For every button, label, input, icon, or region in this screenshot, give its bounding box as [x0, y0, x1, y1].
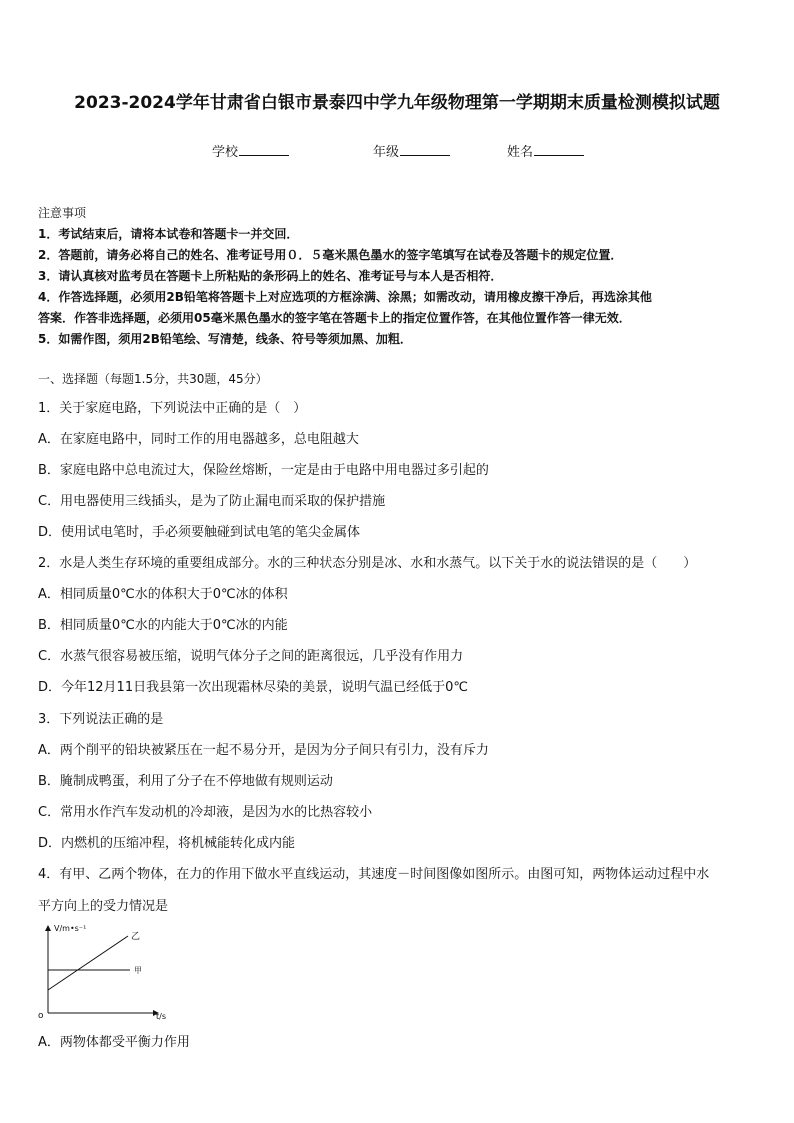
name-field	[507, 141, 584, 160]
question-option: C．水蒸气很容易被压缩，说明气体分子之间的距离很远，几乎没有作用力	[38, 649, 464, 664]
notice-item: 答案．作答非选择题，必须用05毫米黑色墨水的签字笔在答题卡上的指定位置作答，在其他位置作答一律无效．	[38, 311, 631, 325]
school-label: 学校	[212, 145, 239, 160]
grade-blank	[400, 143, 450, 156]
question-option: D．内燃机的压缩冲程，将机械能转化成内能	[38, 836, 296, 851]
line-jia-label: 甲	[134, 966, 142, 975]
question-stem: 3．下列说法正确的是	[38, 712, 164, 727]
question-option: B．家庭电路中总电流过大，保险丝熔断，一定是由于电路中用电器过多引起的	[38, 463, 489, 478]
line-yi-label: 乙	[131, 932, 141, 942]
page-title: 2023-2024学年甘肃省白银市景泰四中学九年级物理第一学期期末质量检测模拟试题	[74, 93, 720, 113]
question-option: A．两物体都受平衡力作用	[38, 1035, 190, 1050]
question-stem-continued: 平方向上的受力情况是	[38, 899, 169, 914]
question-option: A．两个削平的铅块被紧压在一起不易分开，是因为分子间只有引力，没有斥力	[38, 743, 489, 758]
question-stem: 1．关于家庭电路，下列说法中正确的是（ ）	[38, 401, 307, 416]
name-blank	[534, 143, 584, 156]
grade-label: 年级	[373, 145, 400, 160]
notice-item: 1．考试结束后，请将本试卷和答题卡一并交回．	[38, 227, 299, 241]
notice-item: 3．请认真核对监考员在答题卡上所粘贴的条形码上的姓名、准考证号与本人是否相符．	[38, 269, 503, 283]
question-option: C．用电器使用三线插头，是为了防止漏电而采取的保护措施	[38, 494, 386, 509]
notice-item: 4．作答选择题，必须用2B铅笔将答题卡上对应选项的方框涂满、涂黑；如需改动，请用橡皮擦干净后，再选涂其他	[38, 290, 652, 304]
notice-item: 5．如需作图，须用2B铅笔绘、写清楚，线条、符号等须加黑、加粗．	[38, 332, 412, 346]
line-yi	[48, 936, 128, 990]
school-blank	[239, 143, 289, 156]
question-option: A．相同质量0℃水的体积大于0℃冰的体积	[38, 587, 288, 602]
notice-item: 2．答题前，请务必将自己的姓名、准考证号用０．５毫米黑色墨水的签字笔填写在试卷及答题卡的规定位置．	[38, 248, 623, 262]
question-option: A．在家庭电路中，同时工作的用电器越多，总电阻越大	[38, 432, 359, 447]
question-option: D．今年12月11日我县第一次出现霜林尽染的美景，说明气温已经低于0℃	[38, 680, 468, 695]
notice-heading: 注意事项	[38, 206, 87, 220]
x-axis-label: t/s	[156, 1012, 166, 1021]
question-option: B．腌制成鸭蛋，利用了分子在不停地做有规则运动	[38, 774, 333, 789]
velocity-time-figure	[30, 918, 170, 1028]
question-option: B．相同质量0℃水的内能大于0℃冰的内能	[38, 618, 288, 633]
question-option: C．常用水作汽车发动机的冷却液，是因为水的比热容较小	[38, 805, 373, 820]
question-stem: 4．有甲、乙两个物体，在力的作用下做水平直线运动，其速度－时间图像如图所示。由图可知，两物体运动过程中水	[38, 867, 710, 882]
question-option: D．使用试电笔时，手必须要触碰到试电笔的笔尖金属体	[38, 525, 361, 540]
question-stem: 2．水是人类生存环境的重要组成部分。水的三种状态分别是冰、水和水蒸气。以下关于水的说法错误的是（ ）	[38, 556, 697, 571]
name-label: 姓名	[507, 145, 534, 160]
y-axis-label: V/m•s⁻¹	[54, 924, 87, 933]
origin-label: o	[38, 1011, 44, 1021]
section-heading: 一、选择题（每题1.5分，共30题，45分）	[38, 372, 268, 386]
school-field	[212, 141, 289, 160]
grade-field	[373, 141, 450, 160]
